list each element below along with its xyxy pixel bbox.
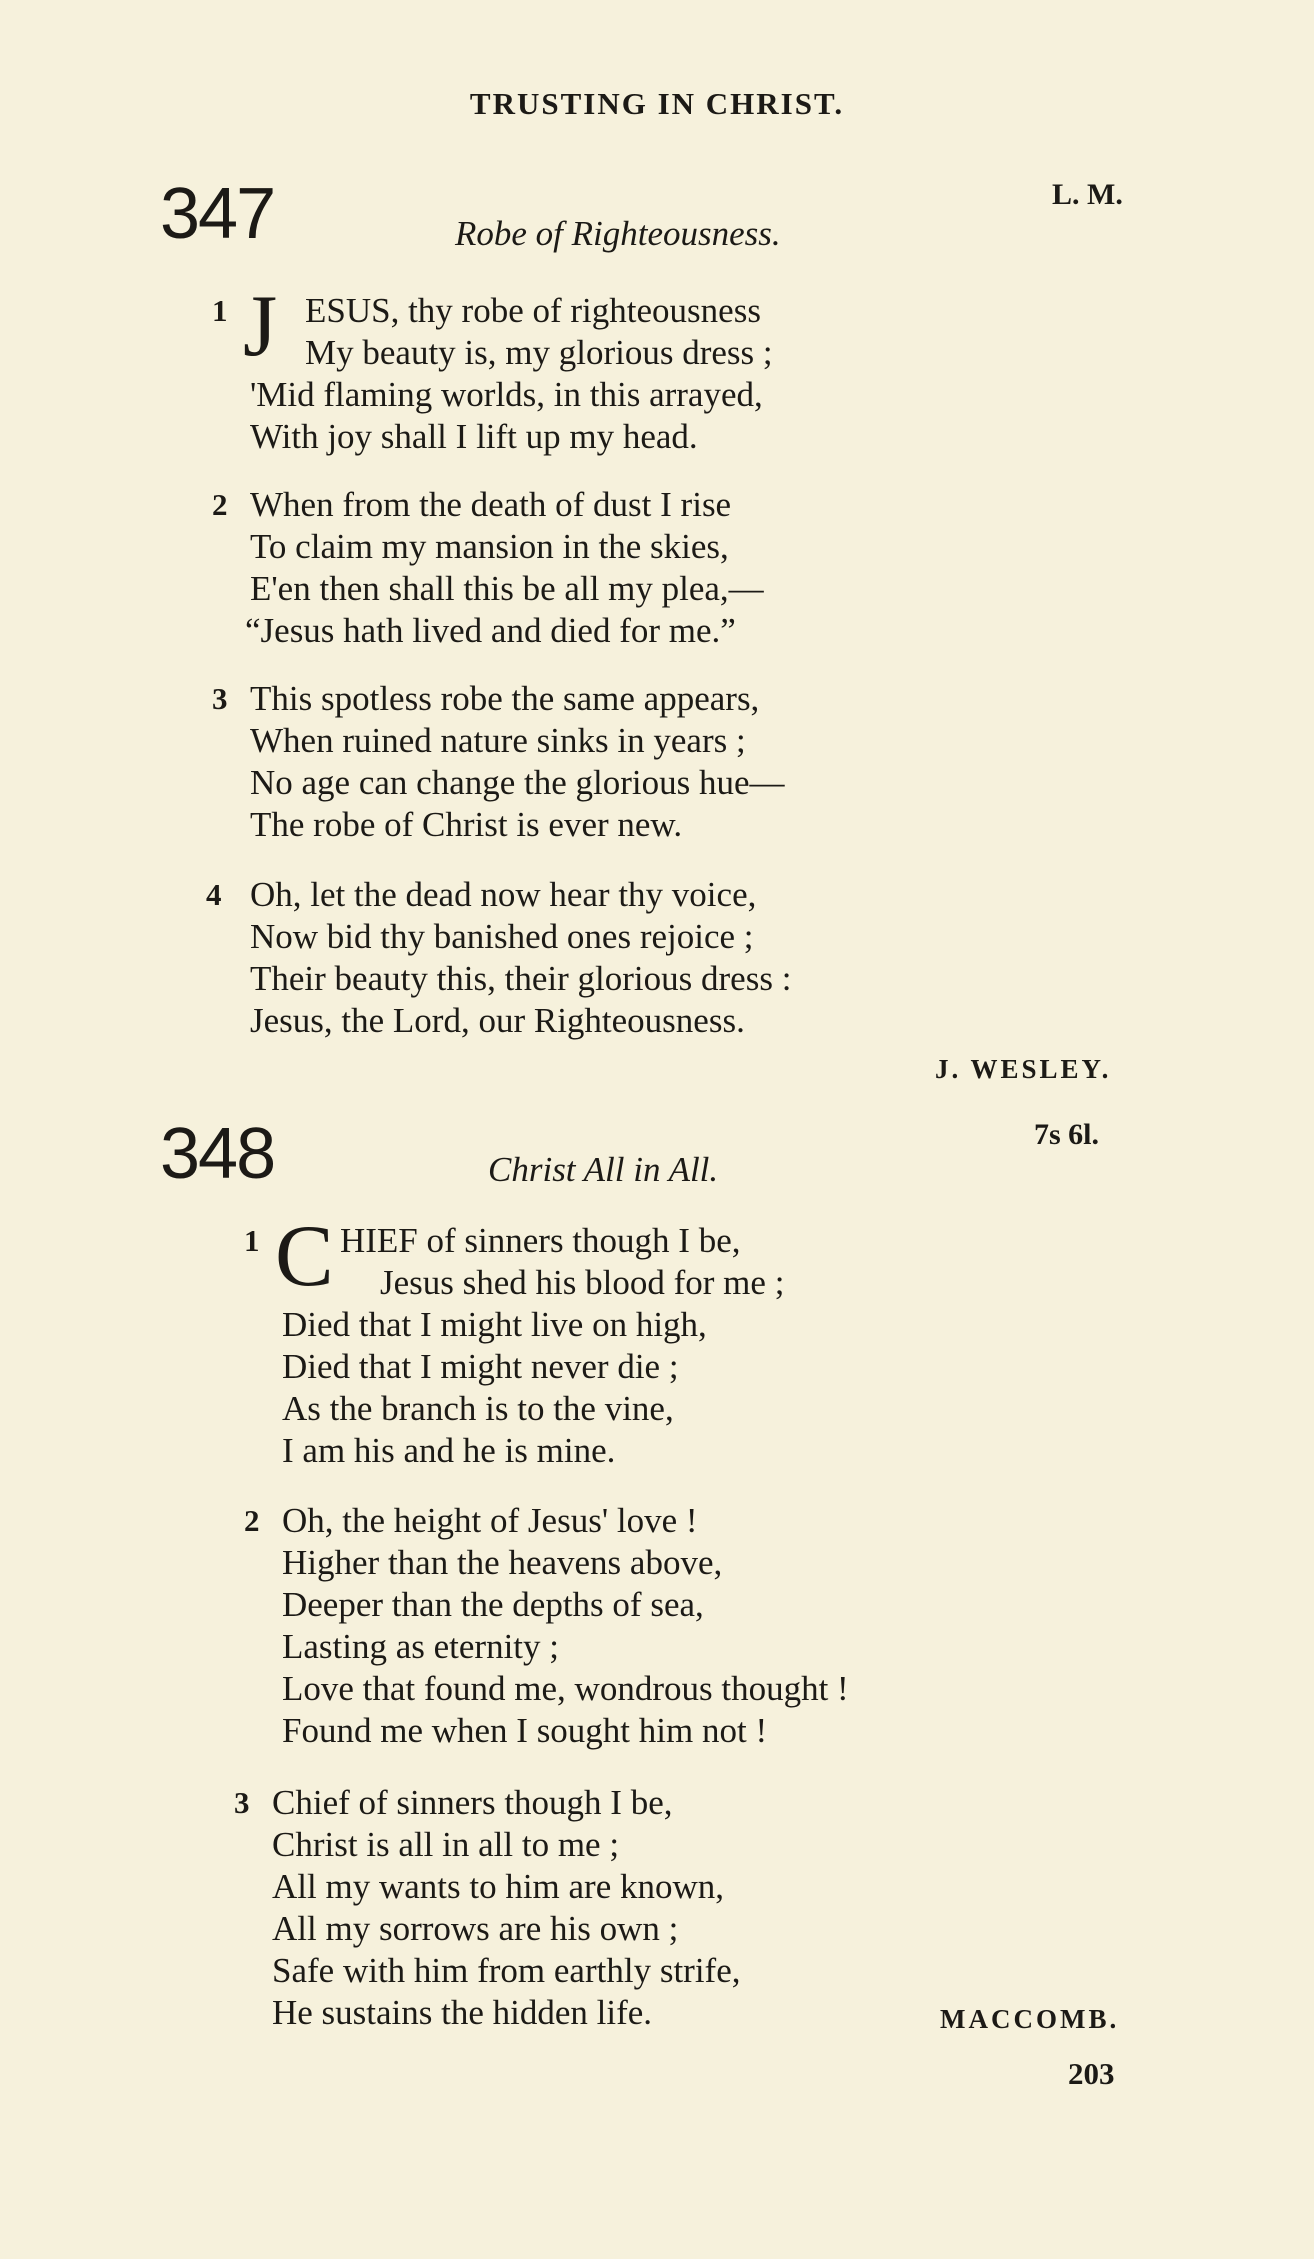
verse-line: Now bid thy banished ones rejoice ; [250, 917, 754, 956]
hymn-number: 348 [160, 1114, 275, 1194]
verse-line: All my sorrows are his own ; [272, 1909, 679, 1948]
verse-number: 4 [206, 877, 222, 912]
verse-line: Jesus, the Lord, our Righteousness. [250, 1001, 745, 1040]
verse-line: Found me when I sought him not ! [282, 1711, 768, 1750]
verse-line: When from the death of dust I rise [250, 485, 732, 524]
hymn-meter: L. M. [1052, 178, 1123, 211]
verse-line: 'Mid flaming worlds, in this arrayed, [250, 375, 763, 414]
verse-line: All my wants to him are known, [272, 1867, 725, 1906]
verse-line: Died that I might live on high, [282, 1305, 707, 1344]
verse-line: Safe with him from earthly strife, [272, 1951, 741, 1990]
verse-line: HIEF of sinners though I be, [340, 1221, 741, 1260]
verse-line: Christ is all in all to me ; [272, 1825, 620, 1864]
verse-line: Oh, let the dead now hear thy voice, [250, 875, 757, 914]
verse-line: The robe of Christ is ever new. [250, 805, 683, 844]
hymn-title: Robe of Righteousness. [455, 214, 781, 253]
running-head: TRUSTING IN CHRIST. [469, 86, 845, 121]
verse-line: Higher than the heavens above, [282, 1543, 723, 1582]
verse-line: Jesus shed his blood for me ; [380, 1263, 785, 1302]
verse-line: Lasting as eternity ; [282, 1627, 560, 1666]
hymn-author: J. WESLEY. [935, 1054, 1112, 1084]
verse-line: Oh, the height of Jesus' love ! [282, 1501, 698, 1540]
verse-line: E'en then shall this be all my plea,— [250, 569, 764, 608]
verse-line: I am his and he is mine. [282, 1431, 616, 1470]
drop-cap: J [243, 278, 278, 375]
verse-number: 3 [212, 681, 228, 716]
verse-line: When ruined nature sinks in years ; [250, 721, 746, 760]
verse-number: 3 [234, 1785, 250, 1820]
hymn-number: 347 [160, 174, 275, 254]
verse-number: 2 [244, 1503, 260, 1538]
verse-line: Deeper than the depths of sea, [282, 1585, 704, 1624]
verse-number: 2 [212, 487, 228, 522]
verse-line: Love that found me, wondrous thought ! [282, 1669, 849, 1708]
hymn-title: Christ All in All. [488, 1150, 719, 1189]
verse-line: Died that I might never die ; [282, 1347, 679, 1386]
verse-line: No age can change the glorious hue— [250, 763, 785, 802]
verse-number: 1 [212, 293, 228, 328]
verse-line: With joy shall I lift up my head. [250, 417, 698, 456]
verse-line: My beauty is, my glorious dress ; [305, 333, 773, 372]
drop-cap: C [275, 1208, 334, 1305]
verse-line: This spotless robe the same appears, [250, 679, 760, 718]
verse-line: Chief of sinners though I be, [272, 1783, 673, 1822]
verse-line: As the branch is to the vine, [282, 1389, 674, 1428]
hymn-meter: 7s 6l. [1034, 1118, 1100, 1151]
verse-number: 1 [244, 1223, 260, 1258]
verse-line: To claim my mansion in the skies, [250, 527, 729, 566]
hymn-author: MACCOMB. [940, 2004, 1120, 2034]
verse-line: He sustains the hidden life. [272, 1993, 653, 2032]
page-number: 203 [1068, 2056, 1115, 2091]
verse-line: “Jesus hath lived and died for me.” [245, 611, 736, 650]
verse-line: Their beauty this, their glorious dress : [250, 959, 792, 998]
verse-line: ESUS, thy robe of righteousness [305, 291, 761, 330]
